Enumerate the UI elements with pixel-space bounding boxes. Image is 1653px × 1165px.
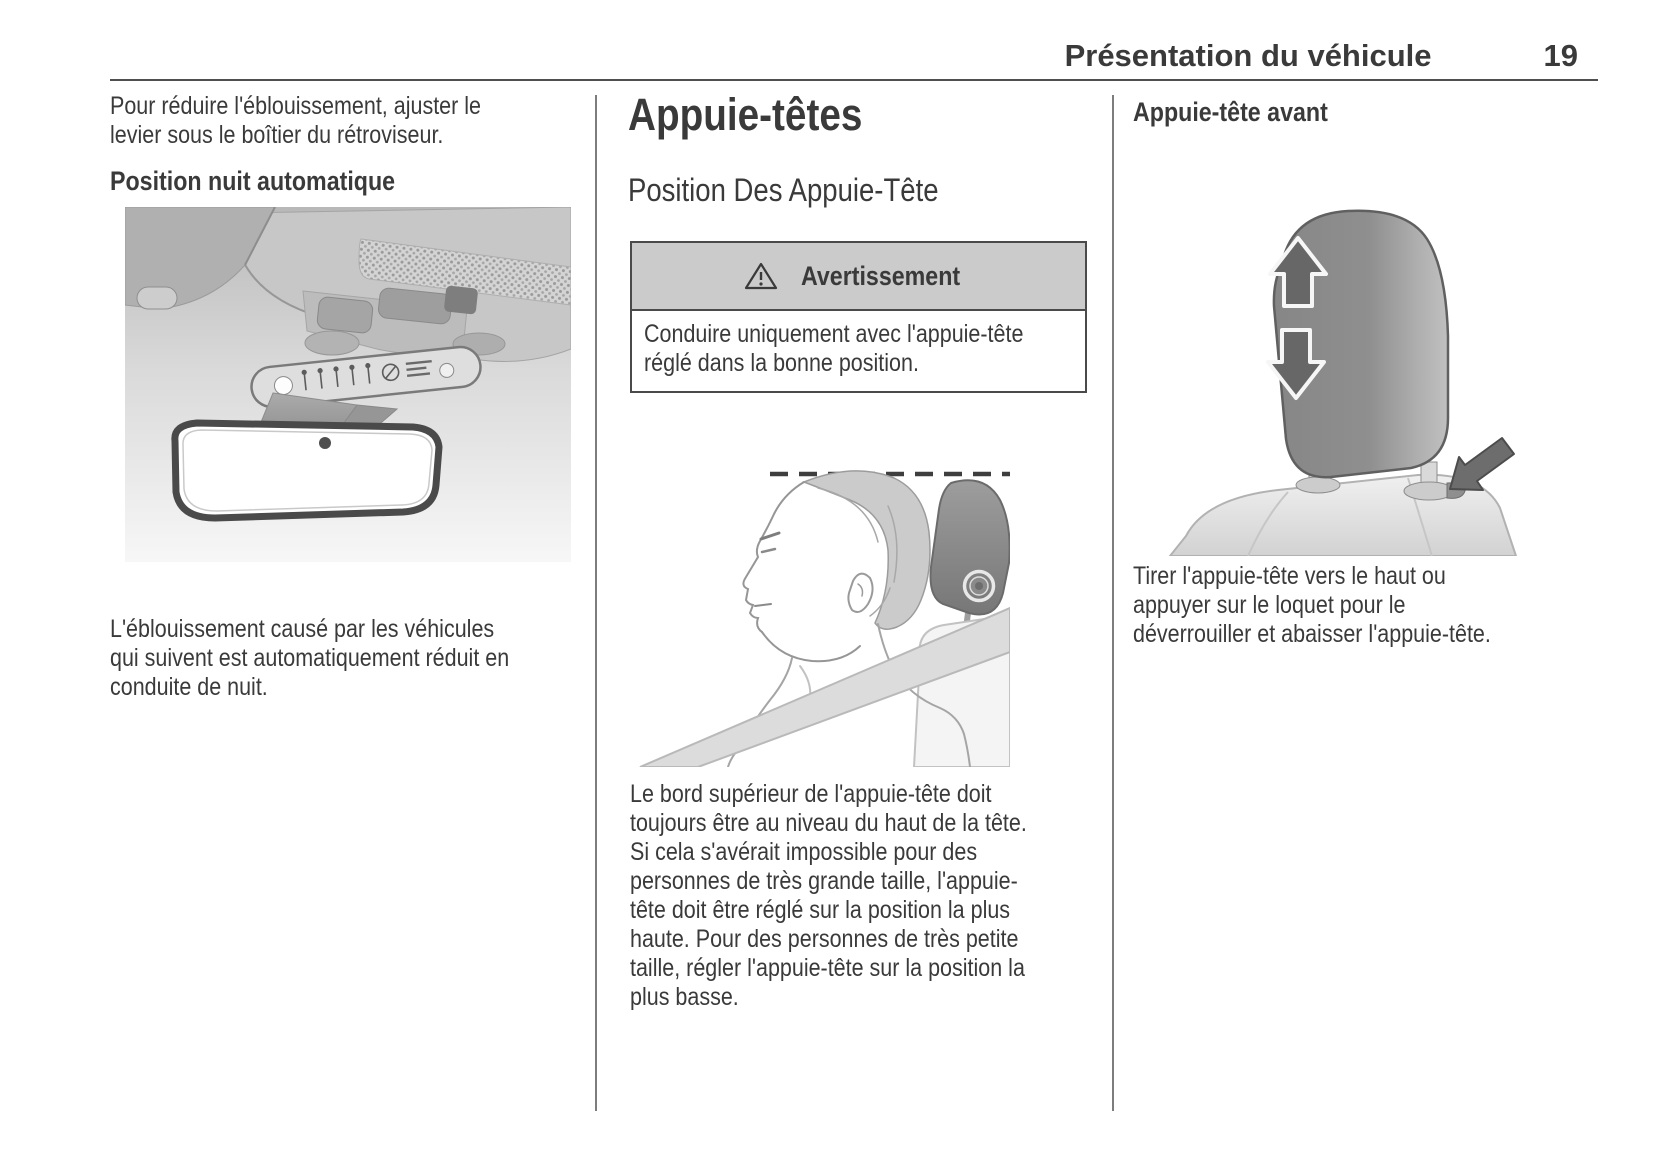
latch-pointer-arrow bbox=[1450, 438, 1514, 490]
headrest-position-subtitle: Position Des Appuie-Tête bbox=[628, 172, 939, 208]
front-headrest-paragraph: Tirer l'appuie-tête vers le haut ou appuyer sur le loquet pour le déverrouiller et abaisser l'appuie-tête. bbox=[1133, 562, 1491, 648]
warning-title: Avertissement bbox=[800, 260, 961, 291]
mirror-intro-paragraph: Pour réduire l'éblouissement, ajuster le levier sous le boîtier du rétroviseur. bbox=[110, 92, 481, 149]
rearview-mirror bbox=[175, 423, 439, 518]
chapter-title: Présentation du véhicule bbox=[1064, 38, 1432, 73]
front-headrest-figure bbox=[1130, 186, 1540, 556]
warning-box bbox=[630, 241, 1087, 393]
ear bbox=[848, 574, 872, 612]
warning-triangle-icon bbox=[744, 261, 778, 291]
console-lamp bbox=[305, 331, 359, 355]
interior-mirror-figure bbox=[125, 207, 571, 562]
face-outline bbox=[743, 482, 804, 632]
page-header bbox=[110, 28, 1598, 81]
headrests-title: Appuie-têtes bbox=[628, 89, 863, 140]
front-headrest-heading: Appuie-tête avant bbox=[1133, 97, 1328, 127]
headrest-body-paragraph: Le bord supérieur de l'appuie-tête doit toujours être au niveau du haut de la tête. Si cela s'avérait impossible pour des personnes de très grande taille, l'appuie-tête doit être réglé sur la position la plus haute. Pour des personnes de très petite taille, régler l'appuie-tête sur la position la plus basse. bbox=[630, 780, 1027, 1011]
eye bbox=[762, 549, 775, 552]
auto-dim-caption-paragraph: L'éblouissement causé par les véhicules qui suivent est automatiquement réduit en conduite de nuit. bbox=[110, 615, 510, 701]
headrest-position-illustration bbox=[622, 420, 1010, 767]
console-button bbox=[316, 296, 373, 333]
jaw-line bbox=[762, 632, 860, 661]
warning-box-header bbox=[632, 243, 1085, 311]
column-divider-left bbox=[595, 95, 597, 1111]
headrest-position-figure bbox=[622, 420, 1010, 767]
page-number: 19 bbox=[1543, 38, 1578, 73]
auto-night-position-heading: Position nuit automatique bbox=[110, 166, 396, 196]
mirror-sensor-dot bbox=[319, 437, 331, 449]
warning-box-body bbox=[632, 311, 1085, 391]
mouth bbox=[755, 604, 771, 606]
interior-mirror-illustration bbox=[125, 207, 571, 562]
column-divider-right bbox=[1112, 95, 1114, 1111]
warning-text: Conduire uniquement avec l'appuie-tête réglé dans la bonne position. bbox=[644, 320, 1024, 377]
console-switch bbox=[444, 285, 479, 314]
front-headrest-illustration bbox=[1130, 186, 1540, 556]
